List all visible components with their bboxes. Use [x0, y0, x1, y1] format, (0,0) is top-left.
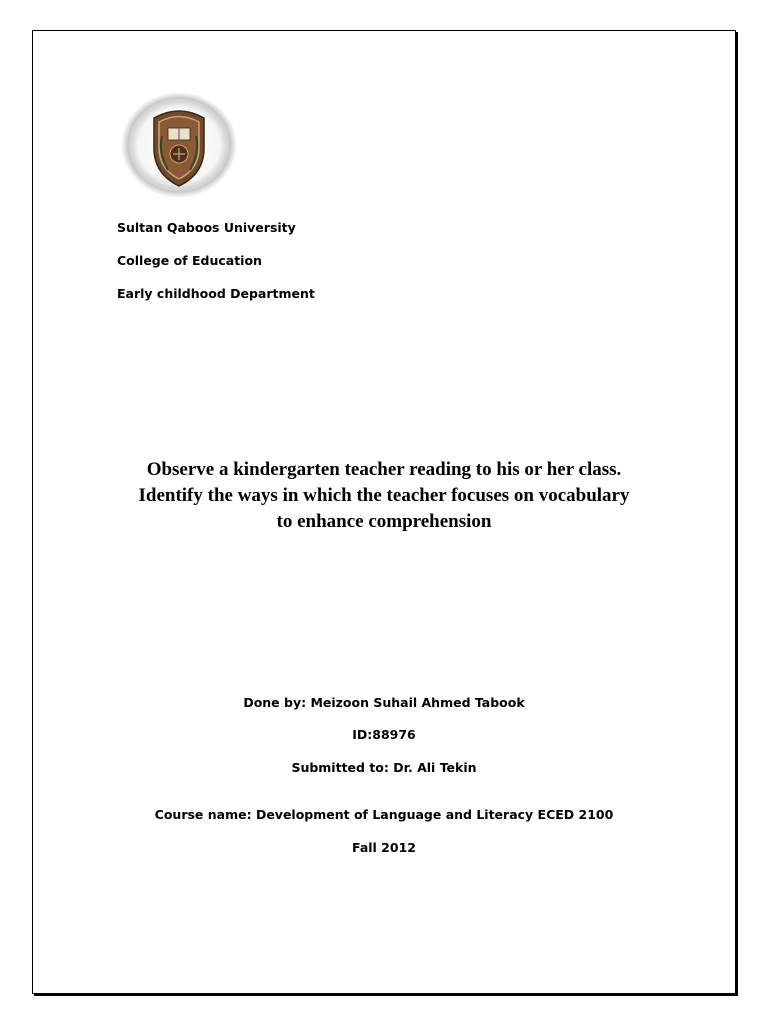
- title-line: Observe a kindergarten teacher reading to his or her class.: [146, 459, 622, 480]
- department-name: Early childhood Department: [117, 286, 315, 301]
- title-line: to enhance comprehension: [276, 511, 492, 532]
- university-name: Sultan Qaboos University: [117, 220, 296, 235]
- term: Fall 2012: [352, 840, 416, 855]
- student-id: ID:88976: [352, 727, 416, 742]
- course-name: Course name: Development of Language and Literacy ECED 2100: [154, 807, 614, 822]
- author-line: Done by: Meizoon Suhail Ahmed Tabook: [243, 695, 525, 710]
- assignment-title: [60, 457, 708, 535]
- university-crest-icon: [118, 90, 240, 200]
- title-line: Identify the ways in which the teacher focuses on vocabulary: [138, 485, 630, 506]
- college-name: College of Education: [117, 253, 262, 268]
- submitted-to-line: Submitted to: Dr. Ali Tekin: [291, 760, 477, 775]
